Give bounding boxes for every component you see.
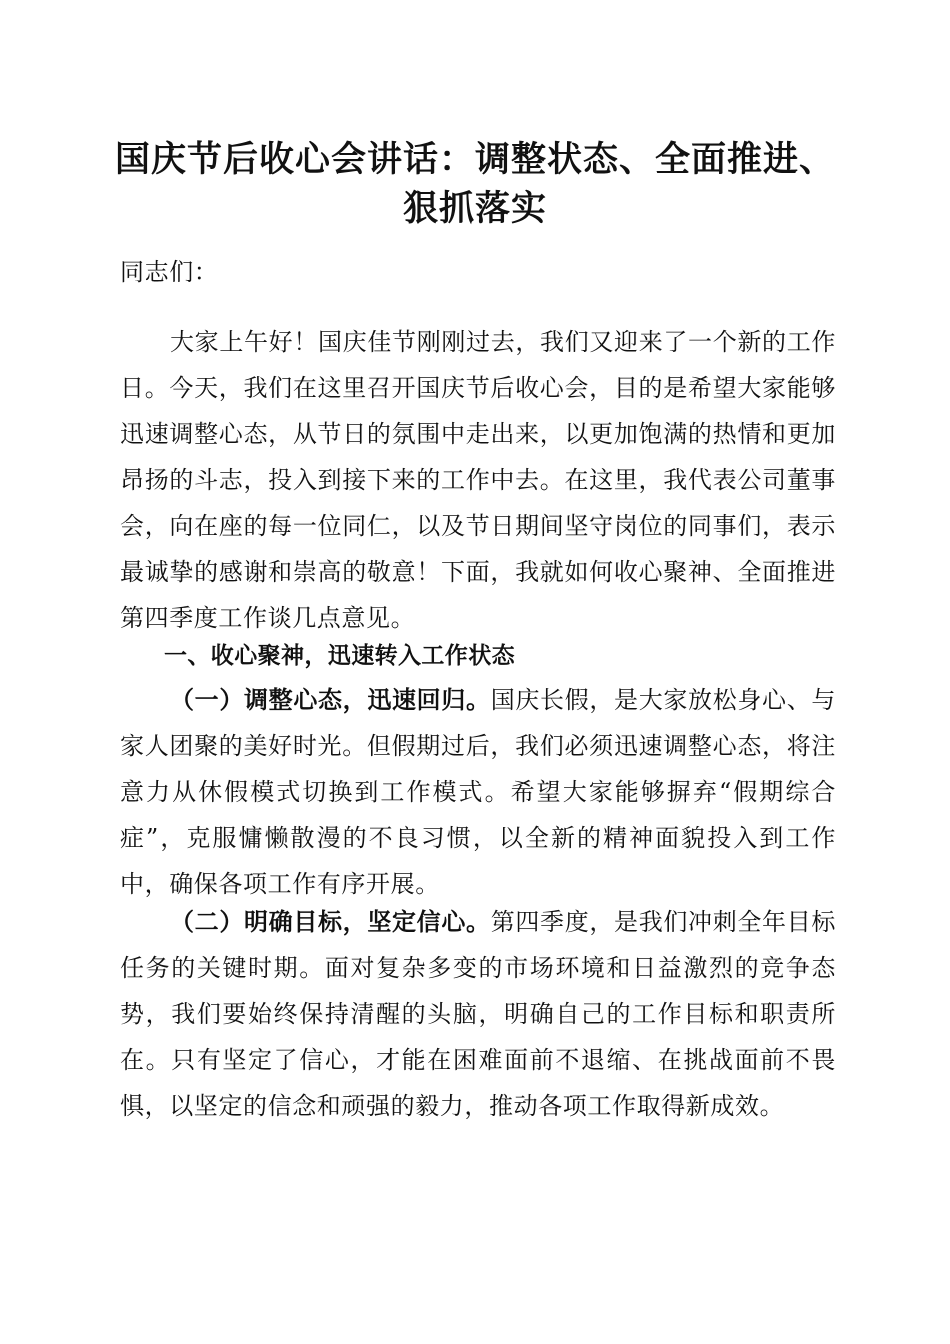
opening-paragraph: 大家上午好！国庆佳节刚刚过去，我们又迎来了一个新的工作日。今天，我们在这里召开国庆节后收心会，目的是希望大家能够迅速调整心态，从节日的氛围中走出来，以更加饱满的热情和更加昂扬的斗志，投入到接下来的工作中去。在这里，我代表公司董事会，向在座的每一位同仁，以及节日期间坚守岗位的同事们，表示最诚挚的感谢和崇高的敬意！下面，我就如何收心聚神、全面推进第四季度工作谈几点意见。: [120, 328, 836, 632]
document-title-line-2: 狠抓落实: [402, 188, 547, 229]
subsection-text-1: 国庆长假，是大家放松身心、与家人团聚的美好时光。但假期过后，我们必须迅速调整心态，将注意力从休假模式切换到工作模式。希望大家能够摒弃“假期综合症”，克服慵懒散漫的不良习惯，以全新的精神面貌投入到工作中，确保各项工作有序开展。: [120, 686, 836, 898]
subsection-lead-2: （二）明确目标，坚定信心。: [170, 907, 491, 936]
subsection-text-2: 第四季度，是我们冲刺全年目标任务的关键时期。面对复杂多变的市场环境和日益激烈的竞争态势，我们要始终保持清醒的头脑，明确自己的工作目标和职责所在。只有坚定了信心，才能在困难面前不退缩、在挑战面前不畏惧，以坚定的信念和顽强的毅力，推动各项工作取得新成效。: [120, 908, 836, 1120]
subsection-paragraph-2: [120, 899, 836, 1129]
section-heading-1: 一、收心聚神，迅速转入工作状态: [164, 643, 515, 669]
document-title-line-1: 国庆节后收心会讲话：调整状态、全面推进、: [114, 139, 835, 180]
salutation: 同志们：: [120, 258, 219, 286]
subsection-lead-1: （一）调整心态，迅速回归。: [170, 685, 491, 714]
subsection-paragraph-1: [120, 677, 836, 907]
